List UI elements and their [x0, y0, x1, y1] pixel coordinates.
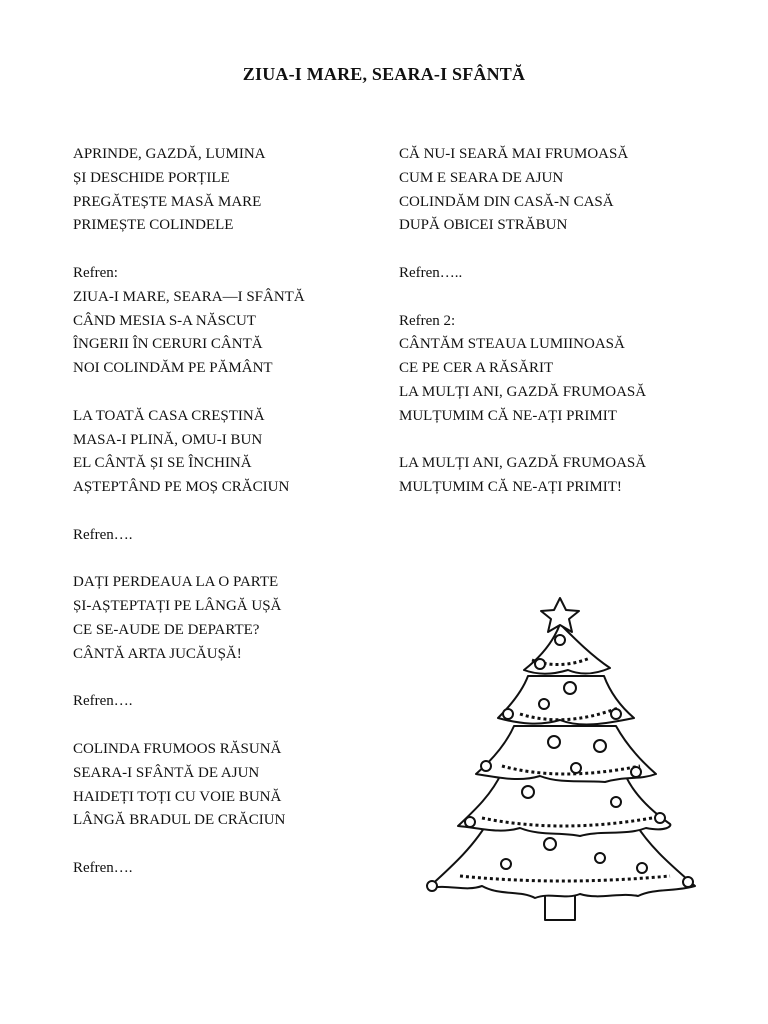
lyric-line: LA MULȚI ANI, GAZDĂ FRUMOASĂ	[399, 383, 647, 400]
lyric-line: DUPĂ OBICEI STRĂBUN	[399, 217, 568, 234]
lyric-line: COLINDĂM DIN CASĂ-N CASĂ	[399, 193, 614, 210]
refrain-stanza	[73, 262, 383, 381]
ornament	[571, 763, 581, 773]
refrain-label: Refren 2:	[399, 312, 456, 329]
lyric-line: CUM E SEARA DE AJUN	[399, 169, 564, 186]
lyric-line: NOI COLINDĂM PE PĂMÂNT	[73, 360, 273, 377]
lyric-line: MULȚUMIM CĂ NE-AȚI PRIMIT!	[399, 479, 622, 496]
lyric-line: CÂNTĂ ARTA JUCĂUȘĂ!	[73, 645, 242, 662]
refrain-marker	[73, 690, 383, 714]
tree-trunk	[545, 894, 575, 920]
ornament	[544, 838, 556, 850]
lyric-line: ZIUA-I MARE, SEARA—I SFÂNTĂ	[73, 288, 305, 305]
stanza	[73, 738, 383, 833]
page-title: ZIUA-I MARE, SEARA-I SFÂNTĂ	[242, 64, 526, 84]
lyric-line: CE PE CER A RĂSĂRIT	[399, 360, 554, 377]
lyric-line: SEARA-I SFÂNTĂ DE AJUN	[73, 764, 260, 781]
ornament	[465, 817, 475, 827]
ornament	[564, 682, 576, 694]
stanza	[73, 405, 383, 500]
lyric-line: MULȚUMIM CĂ NE-AȚI PRIMIT	[399, 407, 617, 424]
lyric-line: LA MULȚI ANI, GAZDĂ FRUMOASĂ	[399, 455, 647, 472]
lyric-line: PREGĂTEȘTE MASĂ MARE	[73, 193, 262, 210]
lyric-line: PRIMEȘTE COLINDELE	[73, 217, 234, 234]
tree-tier	[476, 726, 656, 782]
ornament	[683, 877, 693, 887]
lyric-line: MASA-I PLINĂ, OMU-I BUN	[73, 431, 263, 448]
refrain-label: Refren:	[73, 264, 118, 281]
ornament	[594, 740, 606, 752]
lyric-line: CE SE-AUDE DE DEPARTE?	[73, 621, 260, 638]
lyric-line: CÂNTĂM STEAUA LUMIINOASĂ	[399, 336, 625, 353]
left-column	[73, 143, 383, 905]
refrain-marker	[73, 524, 383, 548]
refrain-label: Refren….	[73, 693, 133, 710]
lyric-line: ȘI-AȘTEPTAȚI PE LÂNGĂ UȘĂ	[73, 598, 282, 615]
ornament	[637, 863, 647, 873]
ornament	[539, 699, 549, 709]
ornament	[503, 709, 513, 719]
lyric-line: HAIDEȚI TOȚI CU VOIE BUNĂ	[73, 788, 282, 805]
ornament	[548, 736, 560, 748]
ornament	[611, 709, 621, 719]
lyric-line: ÎNGERII ÎN CERURI CÂNTĂ	[73, 336, 263, 353]
right-column	[399, 143, 719, 524]
ornament	[427, 881, 437, 891]
ornament	[655, 813, 665, 823]
stanza	[399, 143, 719, 238]
ornament	[535, 659, 545, 669]
refrain-label: Refren….	[73, 859, 133, 876]
lyric-line: APRINDE, GAZDĂ, LUMINA	[73, 146, 266, 162]
lyric-line: COLINDA FRUMOOS RĂSUNĂ	[73, 740, 282, 757]
lyric-line: ȘI DESCHIDE PORȚILE	[73, 169, 230, 186]
refrain-label: Refren…..	[399, 264, 463, 281]
lyric-line: AȘTEPTÂND PE MOȘ CRĂCIUN	[73, 479, 290, 496]
ornament	[631, 767, 641, 777]
ornament	[481, 761, 491, 771]
lyric-line: CĂ NU-I SEARĂ MAI FRUMOASĂ	[399, 146, 629, 162]
lyric-line: LÂNGĂ BRADUL DE CRĂCIUN	[73, 812, 286, 829]
ornament	[555, 635, 565, 645]
refrain-label: Refren….	[73, 526, 133, 543]
refrain-marker	[73, 857, 383, 881]
stanza	[73, 571, 383, 666]
lyric-line: DAȚI PERDEAUA LA O PARTE	[73, 574, 279, 591]
lyric-line: EL CÂNTĂ ȘI SE ÎNCHINĂ	[73, 455, 252, 472]
lyric-line: CÂND MESIA S-A NĂSCUT	[73, 312, 256, 329]
ornament	[501, 859, 511, 869]
stanza	[399, 452, 719, 500]
refrain-marker	[399, 262, 719, 286]
refrain-2-stanza	[399, 310, 719, 429]
ornament	[522, 786, 534, 798]
ornament	[595, 853, 605, 863]
lyric-line: LA TOATĂ CASA CREȘTINĂ	[73, 407, 265, 424]
stanza	[73, 143, 383, 238]
christmas-tree-icon	[420, 596, 705, 926]
ornament	[611, 797, 621, 807]
